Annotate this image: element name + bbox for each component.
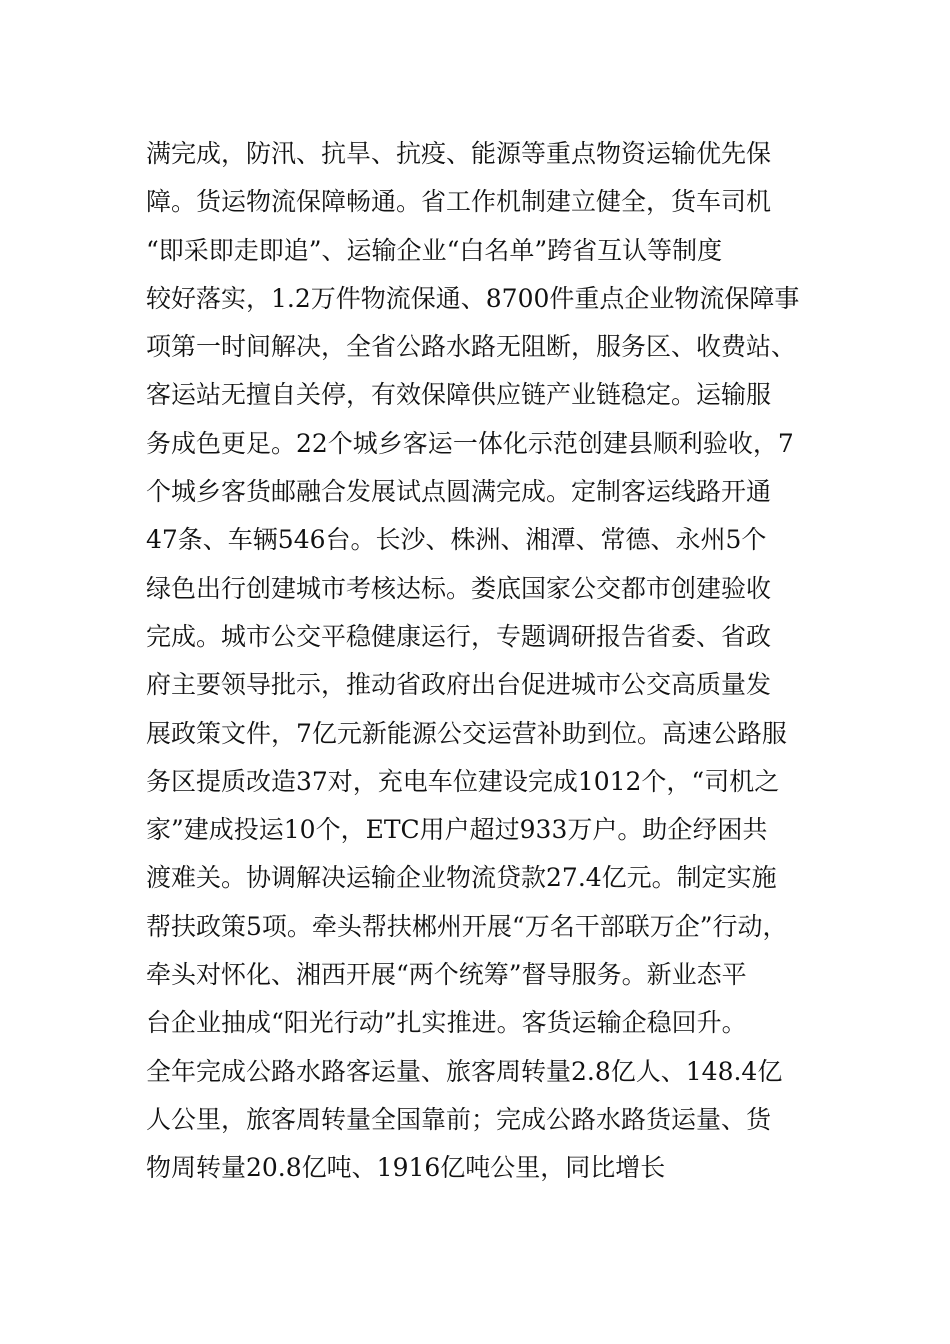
text-line: 台企业抽成“阳光行动”扎实推进。客货运输企稳回升。 [146, 1008, 747, 1038]
text-line: 务成色更足。22个城乡客运一体化示范创建县顺利验收，7 [146, 428, 794, 458]
text-line: 障。货运物流保障畅通。省工作机制建立健全，货车司机 [146, 187, 772, 217]
text-line: 牵头对怀化、湘西开展“两个统筹”督导服务。新业态平 [146, 960, 747, 990]
text-line: 全年完成公路水路客运量、旅客周转量2.8亿人、148.4亿 [146, 1056, 783, 1086]
text-line: “即采即走即追”、运输企业“白名单”跨省互认等制度 [146, 235, 723, 265]
text-line: 项第一时间解决，全省公路水路无阻断，服务区、收费站、 [146, 332, 797, 362]
body-text [146, 130, 836, 1193]
text-line: 府主要领导批示，推动省政府出台促进城市公交高质量发 [146, 670, 772, 700]
text-line: 完成。城市公交平稳健康运行，专题调研报告省委、省政 [146, 621, 772, 651]
text-line: 展政策文件，7亿元新能源公交运营补助到位。高速公路服 [146, 718, 787, 748]
text-line: 47条、车辆546台。长沙、株洲、湘潭、常德、永州5个 [146, 525, 767, 555]
text-line: 较好落实，1.2万件物流保通、8700件重点企业物流保障事 [146, 283, 800, 313]
text-line: 绿色出行创建城市考核达标。娄底国家公交都市创建验收 [146, 573, 772, 603]
text-line: 物周转量20.8亿吨、1916亿吨公里，同比增长 [146, 1153, 666, 1183]
text-line: 务区提质改造37对，充电车位建设完成1012个，“司机之 [146, 766, 780, 796]
text-line: 个城乡客货邮融合发展试点圆满完成。定制客运线路开通 [146, 477, 772, 507]
text-line: 客运站无擅自关停，有效保障供应链产业链稳定。运输服 [146, 380, 772, 410]
text-line: 帮扶政策5项。牵头帮扶郴州开展“万名干部联万企”行动， [146, 911, 788, 941]
text-line: 人公里，旅客周转量全国靠前；完成公路水路货运量、货 [146, 1104, 772, 1134]
text-line: 家”建成投运10个，ETC用户超过933万户。助企纾困共 [146, 815, 768, 845]
text-line: 满完成，防汛、抗旱、抗疫、能源等重点物资运输优先保 [146, 139, 772, 168]
text-line: 渡难关。协调解决运输企业物流贷款27.4亿元。制定实施 [146, 863, 777, 893]
